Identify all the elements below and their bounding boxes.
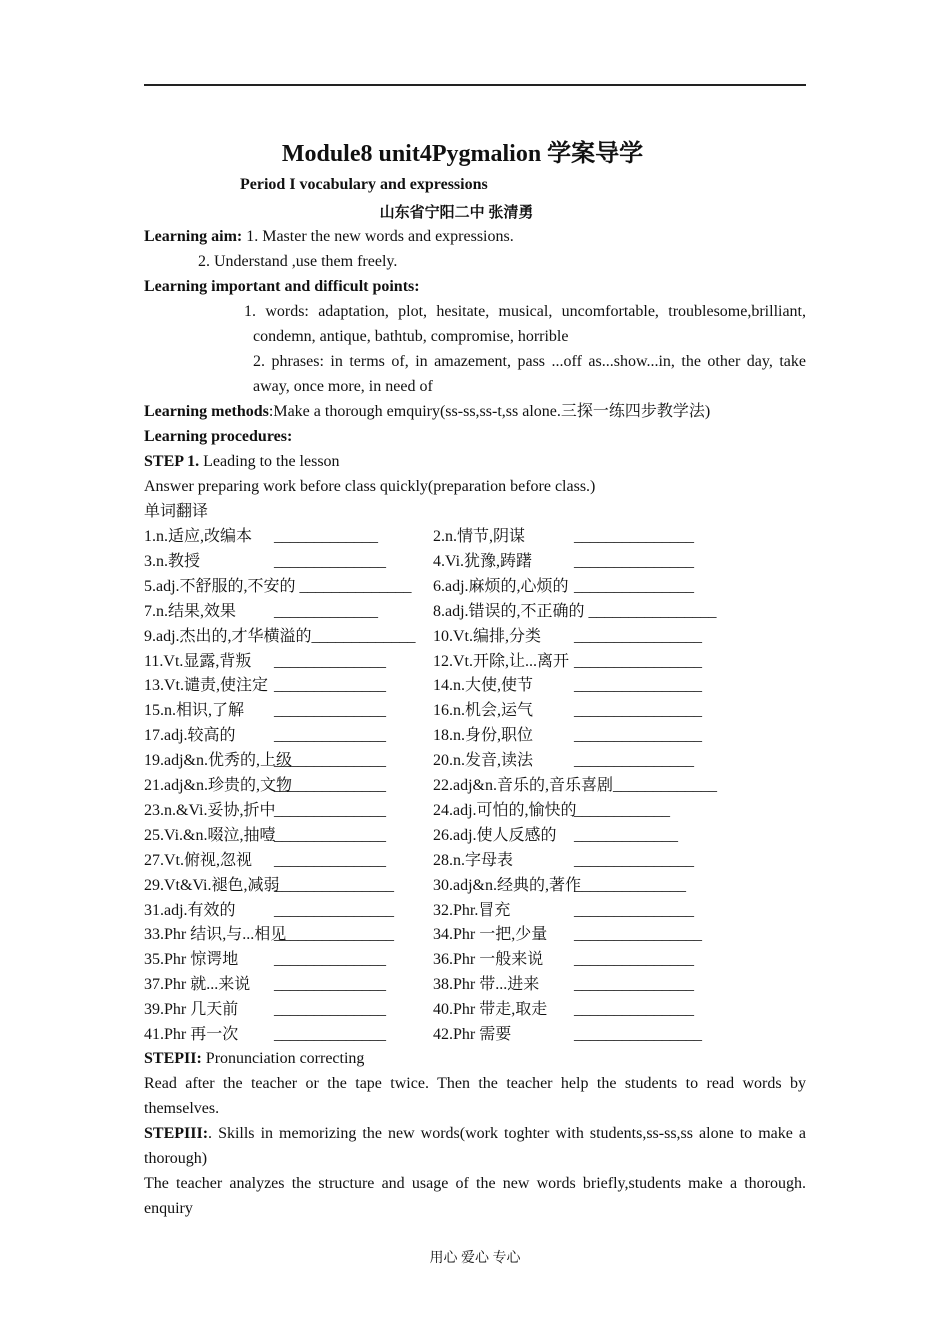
- vocab-term-right: 18.n.身份,职位: [433, 727, 534, 745]
- vocab-term-left: 13.Vt.谴责,使注定: [144, 677, 269, 695]
- vocab-term-right: 20.n.发音,读法: [433, 752, 534, 770]
- vocab-blank-right[interactable]: ____________: [574, 801, 670, 819]
- header-rule: [144, 84, 806, 86]
- vocab-blank-left[interactable]: _______________: [274, 926, 394, 944]
- step1-label: STEP 1.: [144, 453, 200, 470]
- vocab-term-left: 41.Phr 再一次: [144, 1026, 239, 1043]
- step3-label: STEPIII:: [144, 1125, 209, 1142]
- vocab-term-right: 38.Phr 带...进来: [433, 976, 540, 994]
- vocab-blank-left[interactable]: ______________: [274, 976, 386, 994]
- vocab-blank-right[interactable]: ________________: [574, 702, 702, 720]
- vocab-blank-right[interactable]: ______________: [574, 876, 686, 894]
- vocab-term-right: 30.adj&n.经典的,著作: [433, 876, 581, 894]
- methods-label: Learning methods: [144, 403, 269, 420]
- vocab-blank-left[interactable]: ______________: [274, 552, 386, 570]
- vocab-term-right: 36.Phr 一般来说: [433, 951, 544, 969]
- vocab-term-left: 39.Phr 几天前: [144, 1001, 239, 1019]
- vocab-blank-left[interactable]: ______________: [274, 801, 386, 819]
- vocab-term-left: 17.adj.较高的: [144, 727, 236, 745]
- procedures-label: Learning procedures:: [144, 428, 293, 445]
- vocab-term-right: 32.Phr.冒充: [433, 901, 511, 919]
- learning-methods: [144, 399, 806, 424]
- vocab-term-left: 23.n.&Vi.妥协,折中: [144, 801, 276, 819]
- answer-line: Answer preparing work before class quickly(preparation before class.): [144, 478, 596, 495]
- vocab-term-left: 31.adj.有效的: [144, 901, 236, 919]
- vocab-blank-left[interactable]: ______________: [274, 727, 386, 745]
- vocab-blank-right[interactable]: _______________: [574, 976, 694, 994]
- vocab-blank-left[interactable]: ______________: [274, 951, 386, 969]
- step2-label: STEPII:: [144, 1050, 202, 1067]
- vocab-blank-left[interactable]: ______________: [274, 826, 386, 844]
- vocab-row: [144, 723, 806, 748]
- vocab-row: [144, 649, 806, 674]
- vocab-blank-right[interactable]: _______________: [574, 528, 694, 545]
- step3-paragraph: The teacher analyzes the structure and usage of the new words briefly,students make a thorough. enquiry: [144, 1175, 806, 1217]
- vocab-row: [144, 574, 806, 599]
- vocab-term-left: 5.adj.不舒服的,不安的 ______________: [144, 577, 412, 595]
- vocab-blank-left[interactable]: ______________: [274, 652, 386, 670]
- vocab-term-left: 3.n.教授: [144, 552, 201, 570]
- vocab-term-right: 22.adj&n.音乐的,音乐喜剧_____________: [433, 777, 717, 794]
- vocab-row: [144, 673, 806, 698]
- vocab-row: [144, 922, 806, 947]
- vocab-blank-left[interactable]: ______________: [274, 677, 386, 695]
- vocab-blank-left[interactable]: ______________: [274, 752, 386, 770]
- vocab-row: [144, 748, 806, 773]
- vocab-blank-right[interactable]: ________________: [574, 926, 702, 944]
- methods-text: :Make a thorough emquiry(ss-ss,ss-t,ss alone.三探一练四步教学法): [268, 403, 711, 420]
- vocab-row: [144, 599, 806, 624]
- points-label: Learning important and difficult points:: [144, 278, 420, 295]
- vocab-term-left: 33.Phr 结识,与...相见: [144, 926, 287, 944]
- footer-motto: 用心 爱心 专心: [429, 1251, 521, 1266]
- vocab-term-left: 37.Phr 就...来说: [144, 976, 251, 994]
- vocab-term-right: 34.Phr 一把,少量: [433, 926, 548, 944]
- vocab-row: [144, 972, 806, 997]
- vocab-term-right: 8.adj.错误的,不正确的 ________________: [433, 602, 717, 620]
- vocab-term-right: 16.n.机会,运气: [433, 702, 534, 720]
- aim-1: 1. Master the new words and expressions.: [242, 228, 514, 245]
- vocab-term-right: 26.adj.使人反感的: [433, 826, 557, 844]
- vocab-row: [144, 798, 806, 823]
- vocab-row: [144, 873, 806, 898]
- vocab-row: [144, 848, 806, 873]
- step1: [144, 449, 806, 474]
- vocab-blank-right[interactable]: _______________: [574, 552, 694, 570]
- author-line: 山东省宁阳二中 张清勇: [379, 205, 534, 221]
- vocab-term-left: 7.n.结果,效果: [144, 602, 237, 620]
- step2-paragraph: Read after the teacher or the tape twice. Then the teacher help the students to read words by themselves.: [144, 1075, 806, 1117]
- aim-label: Learning aim:: [144, 228, 243, 245]
- vocab-row: [144, 823, 806, 848]
- vocab-blank-right[interactable]: _______________: [574, 577, 694, 595]
- vocab-blank-right[interactable]: _____________: [574, 826, 678, 844]
- vocab-term-right: 24.adj.可怕的,愉快的: [433, 801, 577, 819]
- vocab-blank-right[interactable]: _______________: [574, 752, 694, 770]
- step2: [144, 1046, 806, 1071]
- vocab-heading: 单词翻译: [144, 503, 209, 520]
- vocab-blank-left[interactable]: _______________: [274, 876, 394, 894]
- vocab-term-left: 1.n.适应,改编本: [144, 528, 253, 545]
- points-1: 1. words: adaptation, plot, hesitate, musical, uncomfortable, troublesome,brilliant,: [244, 303, 806, 320]
- vocab-blank-right[interactable]: _______________: [574, 951, 694, 969]
- vocab-term-left: 25.Vi.&n.啜泣,抽噎: [144, 826, 276, 844]
- vocab-blank-left[interactable]: ______________: [274, 851, 386, 869]
- vocab-row: [144, 549, 806, 574]
- vocab-blank-left[interactable]: _______________: [274, 901, 394, 919]
- step1-text: Leading to the lesson: [199, 453, 340, 470]
- vocab-blank-left[interactable]: ______________: [274, 777, 386, 794]
- vocab-blank-left[interactable]: ______________: [274, 702, 386, 720]
- vocab-row: [144, 698, 806, 723]
- vocab-term-right: 6.adj.麻烦的,心烦的: [433, 577, 569, 595]
- vocab-row: [144, 773, 806, 798]
- vocab-blank-right[interactable]: ________________: [574, 1026, 702, 1043]
- aim-2: 2. Understand ,use them freely.: [198, 253, 398, 270]
- vocab-term-left: 9.adj.杰出的,才华横溢的_____________: [144, 627, 416, 645]
- vocab-row: [144, 1022, 806, 1047]
- vocab-term-right: 10.Vt.编排,分类: [433, 627, 542, 645]
- vocab-term-left: 21.adj&n.珍贵的,文物: [144, 777, 292, 794]
- learning-aim: [144, 224, 806, 249]
- vocab-term-left: 29.Vt&Vi.褪色,减弱: [144, 876, 280, 894]
- vocab-term-right: 42.Phr 需要: [433, 1026, 512, 1043]
- vocab-row: [144, 997, 806, 1022]
- vocab-blank-right[interactable]: _______________: [574, 851, 694, 869]
- vocab-row: [144, 624, 806, 649]
- vocab-blank-left[interactable]: ______________: [274, 1026, 386, 1043]
- vocab-blank-right[interactable]: ________________: [574, 652, 702, 670]
- page-title: Module8 unit4Pygmalion 学案导学: [281, 141, 644, 167]
- vocab-row: [144, 947, 806, 972]
- points-2b: away, once more, in need of: [253, 378, 433, 395]
- vocab-term-left: 15.n.相识,了解: [144, 702, 245, 720]
- vocab-blank-right[interactable]: ________________: [574, 627, 702, 645]
- vocab-term-left: 11.Vt.显露,背叛: [144, 652, 252, 670]
- vocab-term-right: 2.n.情节,阴谋: [433, 528, 526, 545]
- vocab-row: [144, 524, 806, 549]
- vocab-blank-right[interactable]: _______________: [574, 901, 694, 919]
- step2-text: Pronunciation correcting: [201, 1050, 365, 1067]
- vocab-blank-left[interactable]: _____________: [274, 528, 378, 545]
- vocab-blank-right[interactable]: ________________: [574, 727, 702, 745]
- vocab-blank-left[interactable]: _____________: [274, 602, 378, 620]
- period-subtitle: Period I vocabulary and expressions: [240, 176, 488, 193]
- vocab-blank-right[interactable]: _______________: [574, 1001, 694, 1019]
- vocab-blank-left[interactable]: ______________: [274, 1001, 386, 1019]
- step3-text: . Skills in memorizing the new words(work toghter with students,ss-ss,ss alone to make a thorough): [144, 1125, 806, 1167]
- vocab-term-left: 19.adj&n.优秀的,上级: [144, 752, 292, 770]
- step3: [144, 1121, 806, 1171]
- points-2: 2. phrases: in terms of, in amazement, pass ...off as...show...in, the other day, take: [253, 353, 806, 370]
- vocab-blank-right[interactable]: ________________: [574, 677, 702, 695]
- vocab-term-left: 27.Vt.俯视,忽视: [144, 851, 253, 869]
- vocab-term-left: 35.Phr 惊谔地: [144, 951, 239, 969]
- vocab-term-right: 12.Vt.开除,让...离开: [433, 652, 570, 670]
- vocab-term-right: 40.Phr 带走,取走: [433, 1001, 548, 1019]
- vocab-term-right: 28.n.字母表: [433, 851, 514, 869]
- vocab-term-right: 4.Vi.犹豫,踌躇: [433, 552, 533, 570]
- points-1b: condemn, antique, bathtub, compromise, horrible: [253, 328, 569, 345]
- vocab-term-right: 14.n.大使,使节: [433, 677, 534, 695]
- vocab-row: [144, 898, 806, 923]
